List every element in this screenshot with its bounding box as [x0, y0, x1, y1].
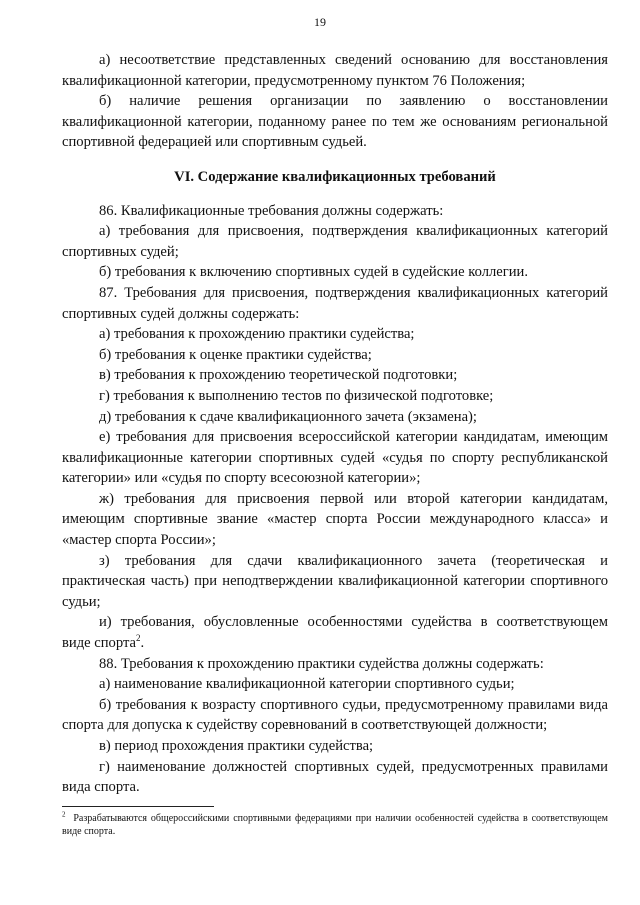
footnote-divider: [62, 806, 214, 807]
paragraph: 86. Квалификационные требования должны содержать:: [99, 202, 444, 219]
paragraph: ж) требования для присвоения первой или второй категории кандидатам, имеющим спортивные звание «мастер спорта России международного класса» и «мастер спорта России»;: [62, 490, 608, 549]
paragraph-end: .: [140, 635, 145, 652]
paragraph: а) несоответствие представленных сведений основанию для восстановления квалификационной категории, предусмотренному пунктом 76 Положения;: [62, 52, 608, 89]
section-heading: VI. Содержание квалификационных требований: [174, 168, 496, 185]
footnote-marker: 2: [62, 810, 66, 819]
footnote-reference[interactable]: 2: [135, 633, 141, 644]
paragraph: з) требования для сдачи квалификационного зачета (теоретическая и практическая часть) при неподтверждении квалификационной категории спортивного судьи;: [62, 552, 608, 610]
paragraph: в) период прохождения практики судейства;: [99, 738, 374, 754]
paragraph-text: и) требования, обусловленные особенностями судейства в соответствующем виде спорта: [62, 614, 608, 652]
paragraph: а) наименование квалификационной категории спортивного судьи;: [99, 676, 515, 693]
document-body: [62, 50, 608, 798]
page-number: 19: [314, 15, 326, 29]
paragraph: б) требования к включению спортивных судей в судейские коллегии.: [99, 264, 528, 281]
paragraph: в) требования к прохождению теоретической подготовки;: [99, 367, 458, 384]
paragraph: б) наличие решения организации по заявлению о восстановлении квалификационной категории, поданному ранее по тем же основаниям региональной спортивной федерацией или спортивным судьей.: [62, 93, 608, 151]
paragraph-with-footnote: [62, 612, 608, 653]
footnote-text: Разрабатываются общероссийскими спортивными федерациями при наличии особенностей судейства в соответствующем виде спорта.: [62, 813, 608, 837]
paragraph: 88. Требования к прохождению практики судейства должны содержать:: [99, 655, 544, 672]
paragraph: 87. Требования для присвоения, подтверждения квалификационных категорий спортивных судей должны содержать:: [62, 284, 608, 322]
footnote: [62, 812, 608, 838]
paragraph: е) требования для присвоения всероссийской категории кандидатам, имеющим квалификационные категории спортивных судей «судья по спорту республиканской категории» или «судья по спорту всесоюзной категории»;: [62, 429, 608, 487]
paragraph: г) требования к выполнению тестов по физической подготовке;: [99, 387, 494, 404]
paragraph: г) наименование должностей спортивных судей, предусмотренных правилами вида спорта.: [62, 758, 608, 796]
paragraph: а) требования к прохождению практики судейства;: [99, 326, 415, 343]
paragraph: а) требования для присвоения, подтверждения квалификационных категорий спортивных судей;: [62, 223, 608, 260]
paragraph: д) требования к сдаче квалификационного зачета (экзамена);: [99, 408, 477, 425]
paragraph: б) требования к возрасту спортивного судьи, предусмотренному правилами вида спорта для допуска к судейству соревнований в соответствующей должности;: [62, 696, 608, 734]
paragraph: б) требования к оценке практики судейства;: [99, 346, 372, 363]
